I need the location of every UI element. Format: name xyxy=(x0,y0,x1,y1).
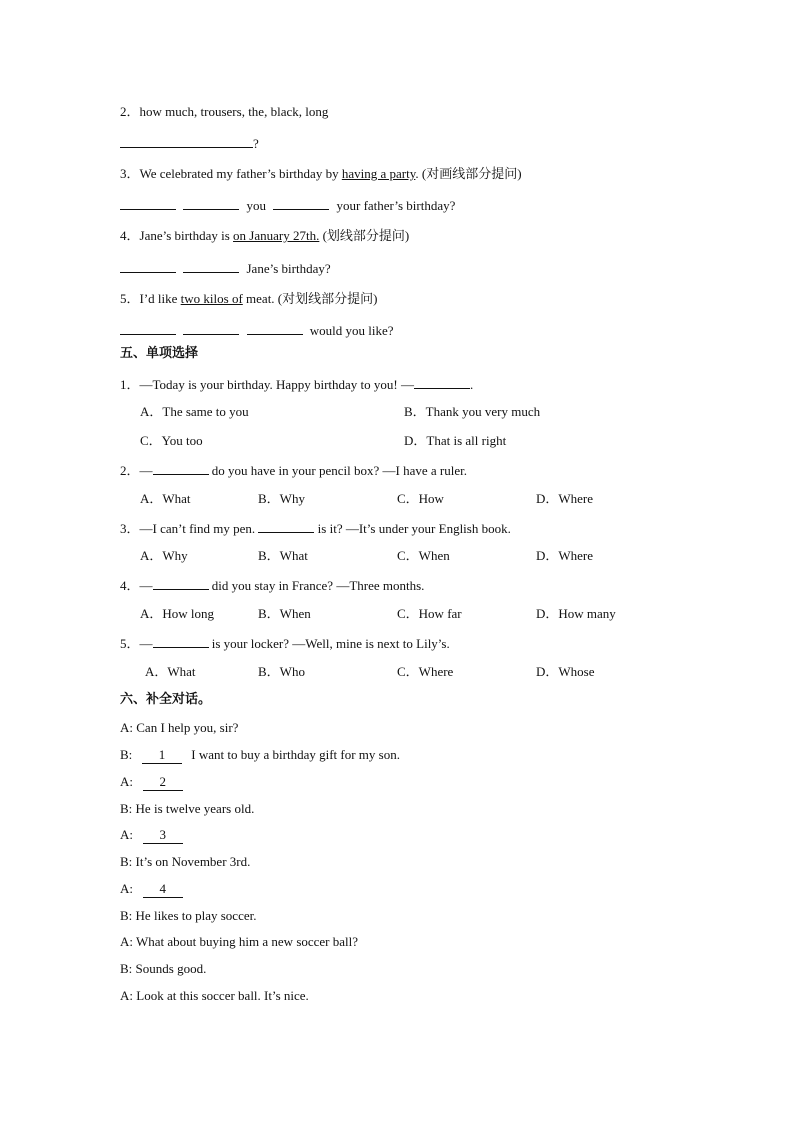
q-instruction: (划线部分提问) xyxy=(319,228,410,243)
underlined-phrase: two kilos of xyxy=(180,291,243,306)
mc1-option-a[interactable]: A．The same to you xyxy=(140,404,249,419)
dialogue-line-3 xyxy=(120,774,183,791)
q-stem: — xyxy=(139,463,153,478)
q-stem: — xyxy=(139,636,153,651)
mc2-option-a[interactable]: A．What xyxy=(140,491,191,506)
dialogue-text: What about buying him a new soccer ball? xyxy=(133,934,359,949)
q-number: 2． xyxy=(120,104,140,119)
dialogue-blank[interactable]: 4 xyxy=(143,881,183,898)
q-number: 4． xyxy=(120,578,140,593)
mc2-option-c[interactable]: C．How xyxy=(397,491,444,506)
section-5-title: 五、单项选择 xyxy=(120,346,199,361)
mc1-option-c[interactable]: C．You too xyxy=(140,433,203,448)
mc5-option-a[interactable]: A．What xyxy=(145,664,196,679)
q-instruction: . (对画线部分提问) xyxy=(415,166,522,181)
dialogue-blank[interactable]: 2 xyxy=(143,774,183,791)
dialogue-text: He is twelve years old. xyxy=(132,801,255,816)
answer-blank[interactable] xyxy=(153,462,209,475)
q-number: 4． xyxy=(120,228,140,243)
mc4-option-b[interactable]: B．When xyxy=(258,606,311,621)
dialogue-line-7 xyxy=(120,881,183,898)
answer-blank[interactable] xyxy=(120,260,176,273)
answer-end: your father’s birthday? xyxy=(336,198,456,213)
speaker: A: xyxy=(120,881,133,896)
dialogue-line-1 xyxy=(120,720,238,736)
speaker: A: xyxy=(120,988,133,1003)
speaker: A: xyxy=(120,774,133,789)
dialogue-line-11 xyxy=(120,988,309,1004)
answer-blank[interactable] xyxy=(120,135,253,148)
transform-q2 xyxy=(120,104,328,120)
q-stem-end: is it? —It’s under your English book. xyxy=(314,521,511,536)
mc-question-1 xyxy=(120,376,473,393)
mc-question-2 xyxy=(120,462,467,479)
q-number: 3． xyxy=(120,521,140,536)
answer-end: Jane’s birthday? xyxy=(246,261,331,276)
mc-question-3 xyxy=(120,520,511,537)
transform-q3-answer xyxy=(120,197,455,214)
q-stem-end: do you have in your pencil box? —I have a ruler. xyxy=(208,463,467,478)
mc2-option-d[interactable]: D．Where xyxy=(536,491,594,506)
q-number: 5． xyxy=(120,291,140,306)
mc-question-5 xyxy=(120,635,450,652)
speaker: B: xyxy=(120,801,133,816)
answer-blank[interactable] xyxy=(273,197,329,210)
mc3-option-b[interactable]: B．What xyxy=(258,548,308,563)
dialogue-line-6 xyxy=(120,854,250,870)
dialogue-blank[interactable]: 3 xyxy=(143,827,183,844)
q-number: 1． xyxy=(120,377,140,392)
mc3-option-c[interactable]: C．When xyxy=(397,548,450,563)
q-stem-end: is your locker? —Well, mine is next to Lily’s. xyxy=(208,636,450,651)
answer-blank[interactable] xyxy=(120,197,176,210)
transform-q4 xyxy=(120,228,409,244)
q-text: how much, trousers, the, black, long xyxy=(139,104,329,119)
q-stem: —Today is your birthday. Happy birthday to you! — xyxy=(139,377,414,392)
q-stem-end: did you stay in France? —Three months. xyxy=(208,578,425,593)
q-instruction: meat. (对划线部分提问) xyxy=(242,291,378,306)
mc5-option-c[interactable]: C．Where xyxy=(397,664,454,679)
speaker: B: xyxy=(120,747,133,762)
q-number: 2． xyxy=(120,463,140,478)
answer-end: would you like? xyxy=(309,323,394,338)
speaker: A: xyxy=(120,720,133,735)
answer-word: you xyxy=(246,198,266,213)
section-6-title: 六、补全对话。 xyxy=(120,692,212,707)
speaker: A: xyxy=(120,934,133,949)
q-text: Jane’s birthday is xyxy=(139,228,234,243)
mc3-option-d[interactable]: D．Where xyxy=(536,548,594,563)
dialogue-line-5 xyxy=(120,827,183,844)
answer-end: ? xyxy=(253,136,259,151)
speaker: B: xyxy=(120,908,133,923)
dialogue-text: Look at this soccer ball. It’s nice. xyxy=(133,988,309,1003)
mc4-option-c[interactable]: C．How far xyxy=(397,606,462,621)
transform-q5-answer xyxy=(120,322,394,339)
q-stem-end: . xyxy=(469,377,474,392)
transform-q5 xyxy=(120,291,377,307)
q-stem: —I can’t find my pen. xyxy=(139,521,259,536)
dialogue-line-8 xyxy=(120,908,256,924)
dialogue-text: It’s on November 3rd. xyxy=(132,854,251,869)
speaker: A: xyxy=(120,827,133,842)
dialogue-line-4 xyxy=(120,801,254,817)
q-stem: — xyxy=(139,578,153,593)
transform-q3 xyxy=(120,166,522,182)
transform-q4-answer xyxy=(120,260,331,277)
speaker: B: xyxy=(120,854,133,869)
q-number: 3． xyxy=(120,166,140,181)
mc4-option-d[interactable]: D．How many xyxy=(536,606,616,621)
underlined-phrase: having a party xyxy=(341,166,416,181)
mc-question-4 xyxy=(120,577,424,594)
answer-blank[interactable] xyxy=(258,520,314,533)
answer-blank[interactable] xyxy=(183,322,239,335)
dialogue-line-10 xyxy=(120,961,206,977)
dialogue-text: Can I help you, sir? xyxy=(133,720,239,735)
answer-blank[interactable] xyxy=(247,322,303,335)
mc4-option-a[interactable]: A．How long xyxy=(140,606,215,621)
dialogue-line-9 xyxy=(120,934,358,950)
mc1-option-d[interactable]: D．That is all right xyxy=(404,433,507,448)
answer-blank[interactable] xyxy=(153,577,209,590)
answer-blank[interactable] xyxy=(414,376,470,389)
dialogue-text: Sounds good. xyxy=(132,961,207,976)
mc5-option-b[interactable]: B．Who xyxy=(258,664,305,679)
mc1-option-b[interactable]: B．Thank you very much xyxy=(404,404,541,419)
answer-blank[interactable] xyxy=(183,197,239,210)
answer-blank[interactable] xyxy=(120,322,176,335)
q-text: I’d like xyxy=(139,291,181,306)
speaker: B: xyxy=(120,961,133,976)
q-number: 5． xyxy=(120,636,140,651)
dialogue-line-2 xyxy=(120,747,400,764)
transform-q2-answer xyxy=(120,135,259,152)
dialogue-blank[interactable]: 1 xyxy=(142,747,182,764)
mc2-option-b[interactable]: B．Why xyxy=(258,491,305,506)
underlined-phrase: on January 27th. xyxy=(233,228,320,243)
answer-blank[interactable] xyxy=(153,635,209,648)
mc5-option-d[interactable]: D．Whose xyxy=(536,664,595,679)
dialogue-text: I want to buy a birthday gift for my son. xyxy=(188,747,400,762)
answer-blank[interactable] xyxy=(183,260,239,273)
q-text: We celebrated my father’s birthday by xyxy=(139,166,342,181)
mc3-option-a[interactable]: A．Why xyxy=(140,548,188,563)
dialogue-text: He likes to play soccer. xyxy=(132,908,257,923)
